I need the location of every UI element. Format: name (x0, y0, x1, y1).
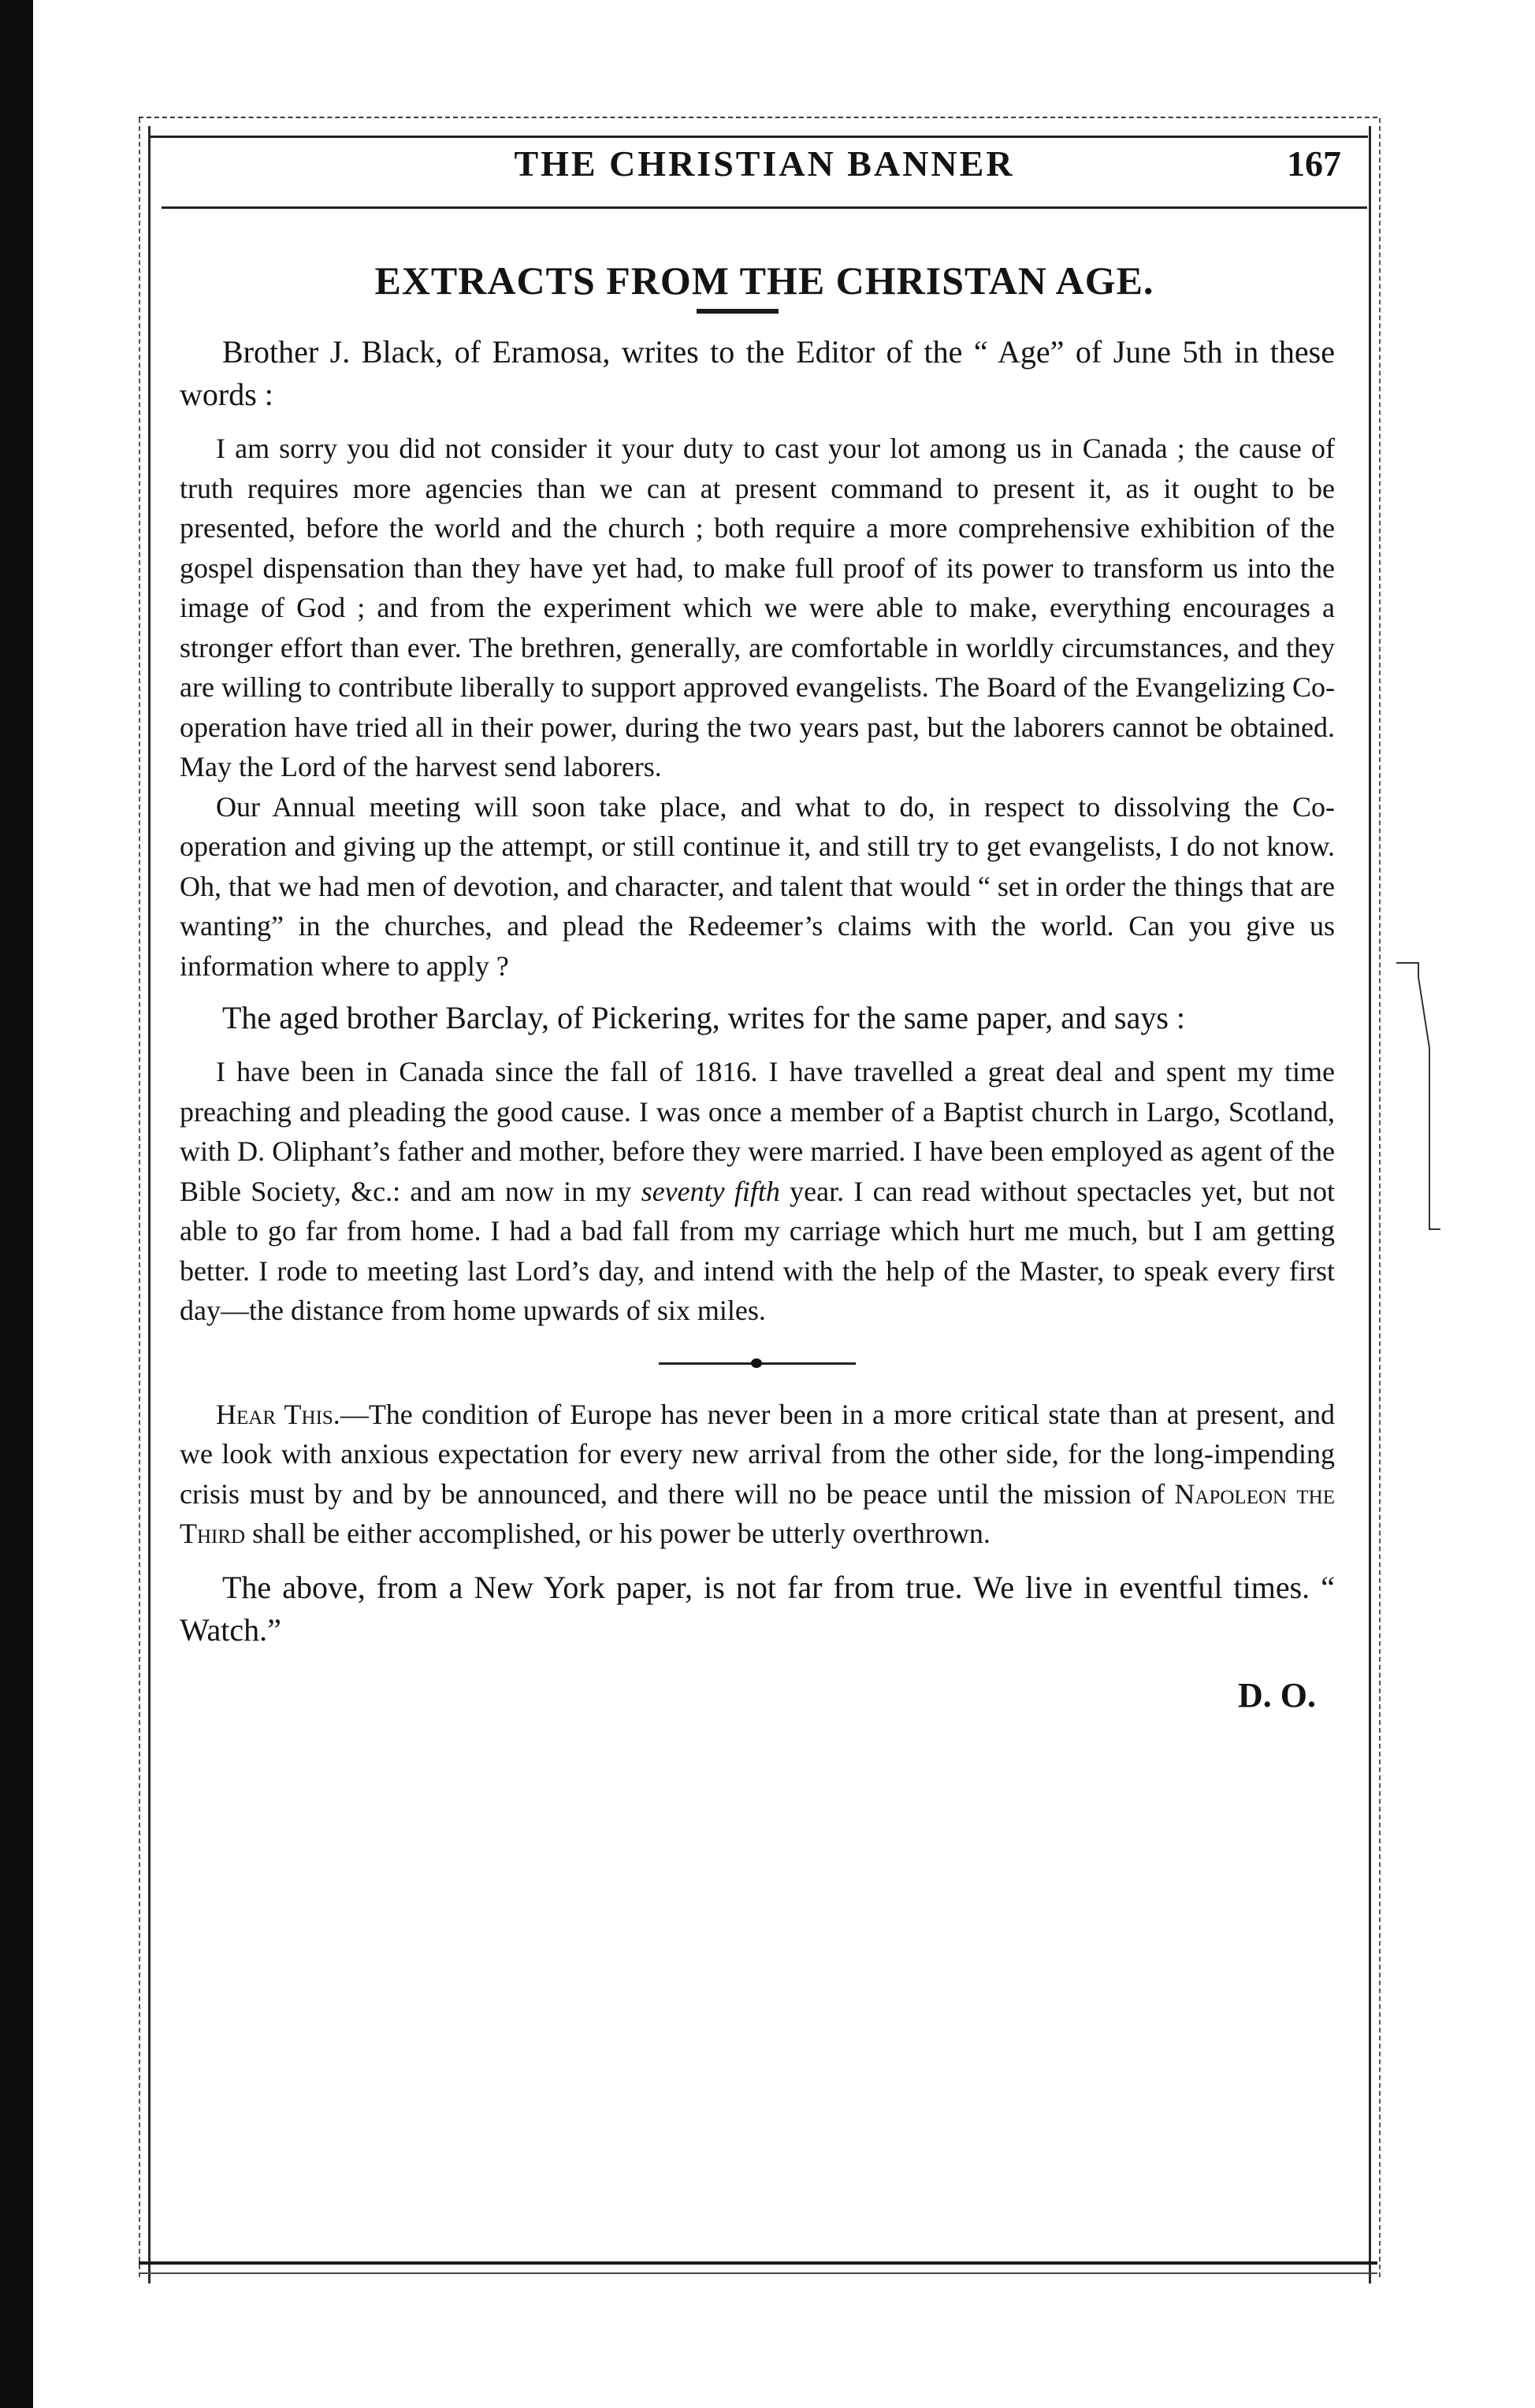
section-title: EXTRACTS FROM THE CHRISTAN AGE. (374, 258, 1154, 303)
running-header (165, 140, 1363, 203)
book-spine (0, 0, 33, 2408)
intro-barclay-paragraph: The aged brother Barclay, of Pickering, writes for the same paper, and says : (222, 1000, 1186, 1035)
header-rule (162, 206, 1367, 209)
letter-black-paragraph-1: I am sorry you did not consider it your duty to cast your lot among us in Canada ; the cause of truth requires more agencies than we can at present command to present it, as it ought to be presented, before the world and the church ; both require a more comprehensive exhibition of the gospel dispensation than they have yet had, to make full proof of its power to transform us into the image of God ; and from the experiment which we were able to make, everything encourages a stronger effort than ever. The brethren, generally, are comfortable in worldly circumstances, and they are willing to contribute liberally to support approved evangelists. The Board of the Evangelizing Co-operation have tried all in their power, during the two years past, but the laborers cannot be obtained. May the Lord of the harvest send laborers. (180, 433, 1335, 782)
intro-black-paragraph: Brother J. Black, of Eramosa, writes to the Editor of the “ Age” of June 5th in these words : (180, 334, 1335, 412)
running-header-title: THE CHRISTIAN BANNER (514, 143, 1015, 184)
frame-bottom-thin-rule (139, 2272, 1377, 2274)
letter-barclay-text-after: year. I can read without spectacles yet, but not able to go far from home. I had a bad fall from my carriage which hurt me much, but I am getting better. I rode to meeting last Lord’s day, and intend with the help of the Master, to speak every first day—the distance from home upwards of six miles. (180, 1175, 1335, 1326)
article-body (180, 331, 1335, 1718)
hear-this-text: —The condition of Europe has never been in a more critical state than at present, and we look with anxious expectation for every new arrival from the other side, for the long-impending crisis must by and by be announced, and there will no be peace until the mission of (180, 1398, 1336, 1510)
frame-bottom-rule (139, 2261, 1377, 2265)
margin-bracket-mark (1395, 961, 1442, 1245)
closing-paragraph: The above, from a New York paper, is not far from true. We live in eventful times. “ Watch.” (180, 1569, 1335, 1648)
section-divider (659, 1362, 856, 1365)
frame-left-dashed-rule (139, 118, 140, 2277)
hear-this-paragraph (180, 1395, 1335, 1554)
letter-black-paragraph-2: Our Annual meeting will soon take place, and what to do, in respect to dissolving the Co-operation and giving up the attempt, or still continue it, and still try to get evangelists, I do not know. Oh, that we had men of devotion, and character, and talent that would “ set in order the things that are wanting” in the churches, and plead the Redeemer’s claims with the world. Can you give us information where to apply ? (180, 790, 1335, 982)
hear-this-lead: Hear This. (216, 1398, 340, 1430)
letter-barclay-text-before: I have been in Canada since the fall of 1816. I have travelled a great deal and spent my time preaching and pleading the good cause. I was once a member of a Baptist church in Largo, Scotland, with D. Oliphant’s father and mother, before they were married. I have been employed as agent of the Bible Society, &c.: and am now in my (180, 1056, 1335, 1207)
letter-barclay-paragraph (180, 1052, 1335, 1331)
frame-top-dashed-rule (139, 117, 1377, 118)
hear-this-name: Napoleon the Third (180, 1477, 1335, 1549)
letter-barclay-italic-age: seventy fifth (641, 1175, 780, 1207)
hear-this-tail: shall be either accomplished, or his power be utterly overthrown. (245, 1518, 991, 1549)
title-underline-rule (697, 309, 779, 314)
frame-right-dashed-rule (1379, 118, 1381, 2277)
page-number: 167 (1287, 143, 1341, 184)
signature: D. O. (1238, 1675, 1316, 1715)
